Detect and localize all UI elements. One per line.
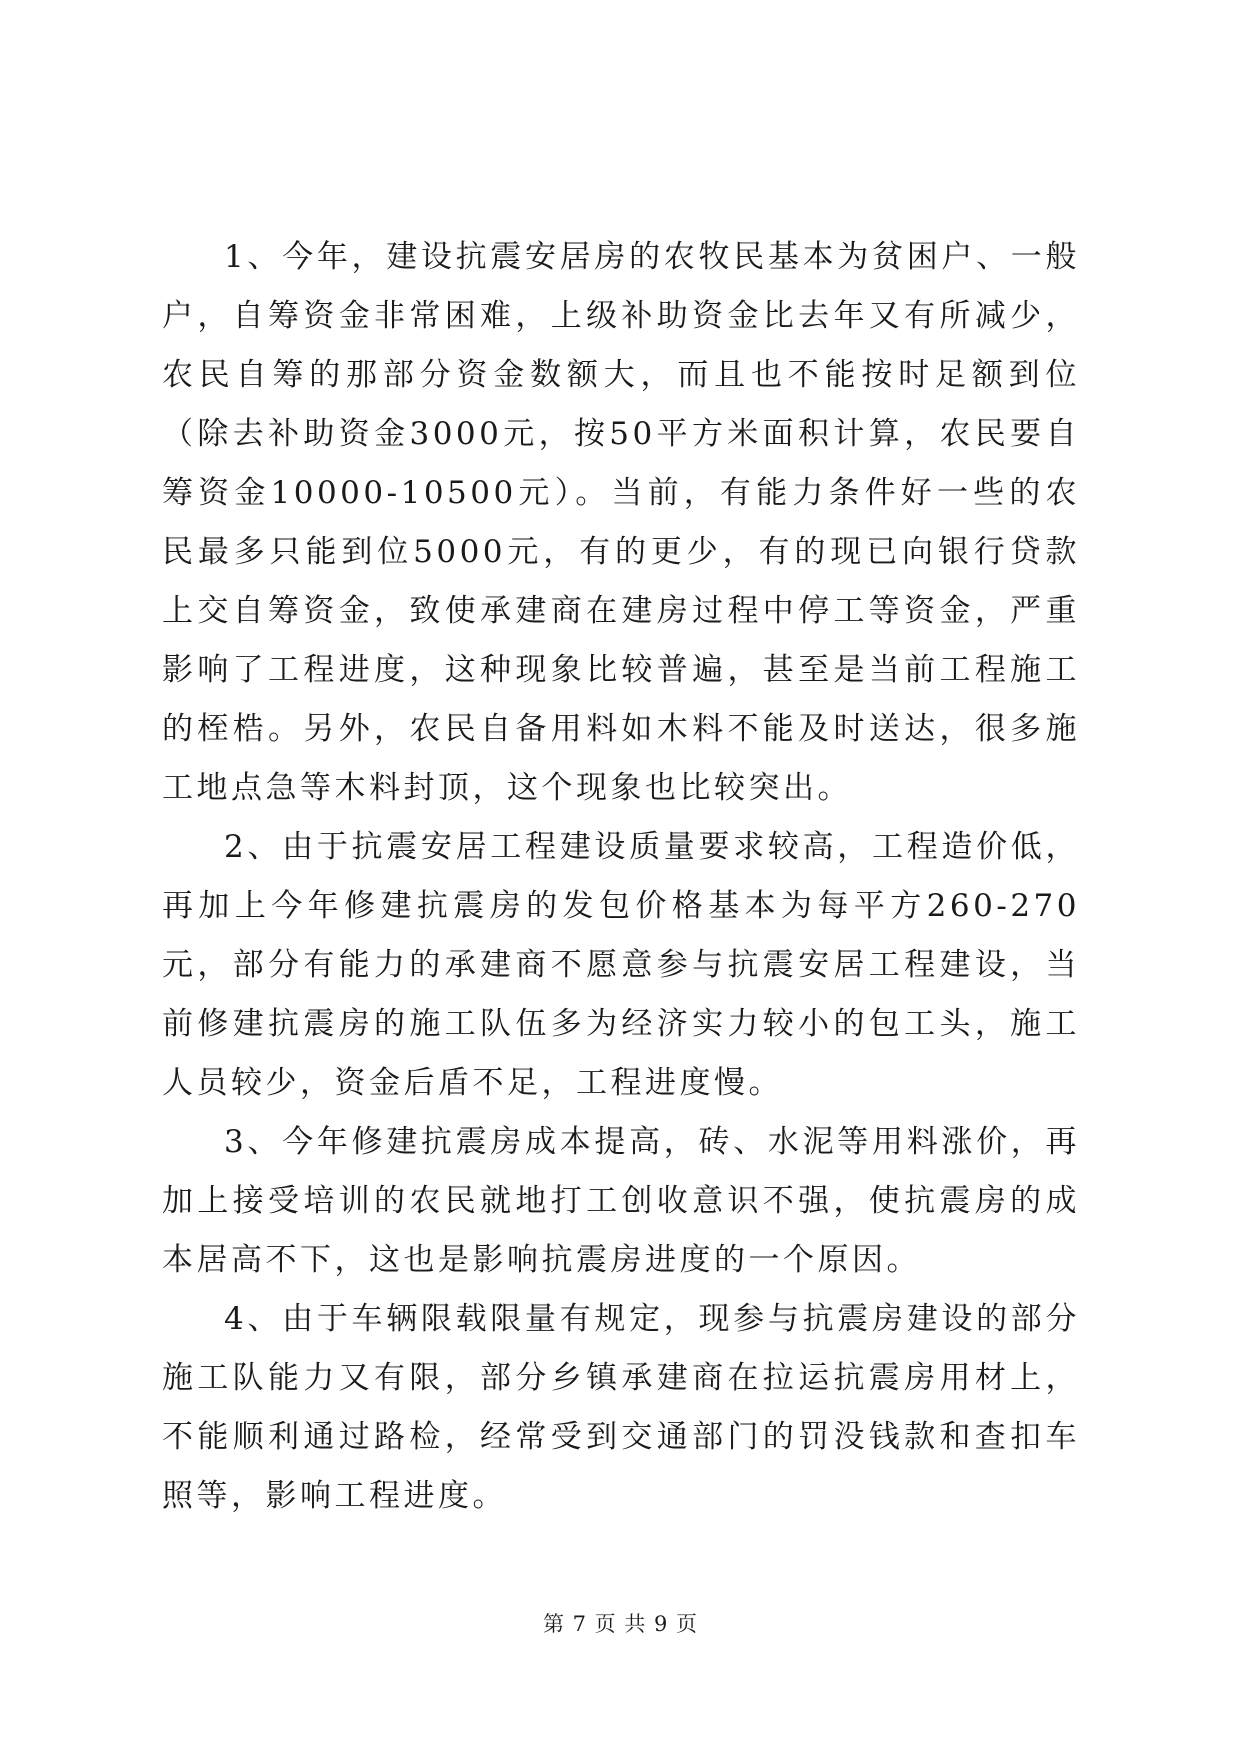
paragraph-1: 1、今年，建设抗震安居房的农牧民基本为贫困户、一般户，自筹资金非常困难，上级补助资金比去年又有所减少，农民自筹的那部分资金数额大，而且也不能按时足额到位（除去补助资金3000元，按50平方米面积计算，农民要自筹资金10000-10500元）。当前，有能力条件好一些的农民最多只能到位5000元，有的更少，有的现已向银行贷款上交自筹资金，致使承建商在建房过程中停工等资金，严重影响了工程进度，这种现象比较普遍，甚至是当前工程施工的桎梏。另外，农民自备用料如木料不能及时送达，很多施工地点急等木料封顶，这个现象也比较突出。 (162, 239, 1080, 806)
paragraph-4: 4、由于车辆限载限量有规定，现参与抗震房建设的部分施工队能力又有限，部分乡镇承建商在拉运抗震房用材上，不能顺利通过路检，经常受到交通部门的罚没钱款和查扣车照等，影响工程进度。 (162, 1301, 1080, 1514)
paragraph-2: 2、由于抗震安居工程建设质量要求较高，工程造价低，再加上今年修建抗震房的发包价格基本为每平方260-270元，部分有能力的承建商不愿意参与抗震安居工程建设，当前修建抗震房的施工队伍多为经济实力较小的包工头，施工人员较少，资金后盾不足，工程进度慢。 (162, 829, 1080, 1101)
paragraph-3: 3、今年修建抗震房成本提高，砖、水泥等用料涨价，再加上接受培训的农民就地打工创收意识不强，使抗震房的成本居高不下，这也是影响抗震房进度的一个原因。 (162, 1124, 1080, 1278)
page-number-footer: 第 7 页 共 9 页 (542, 1612, 699, 1636)
document-body (162, 228, 1080, 1526)
